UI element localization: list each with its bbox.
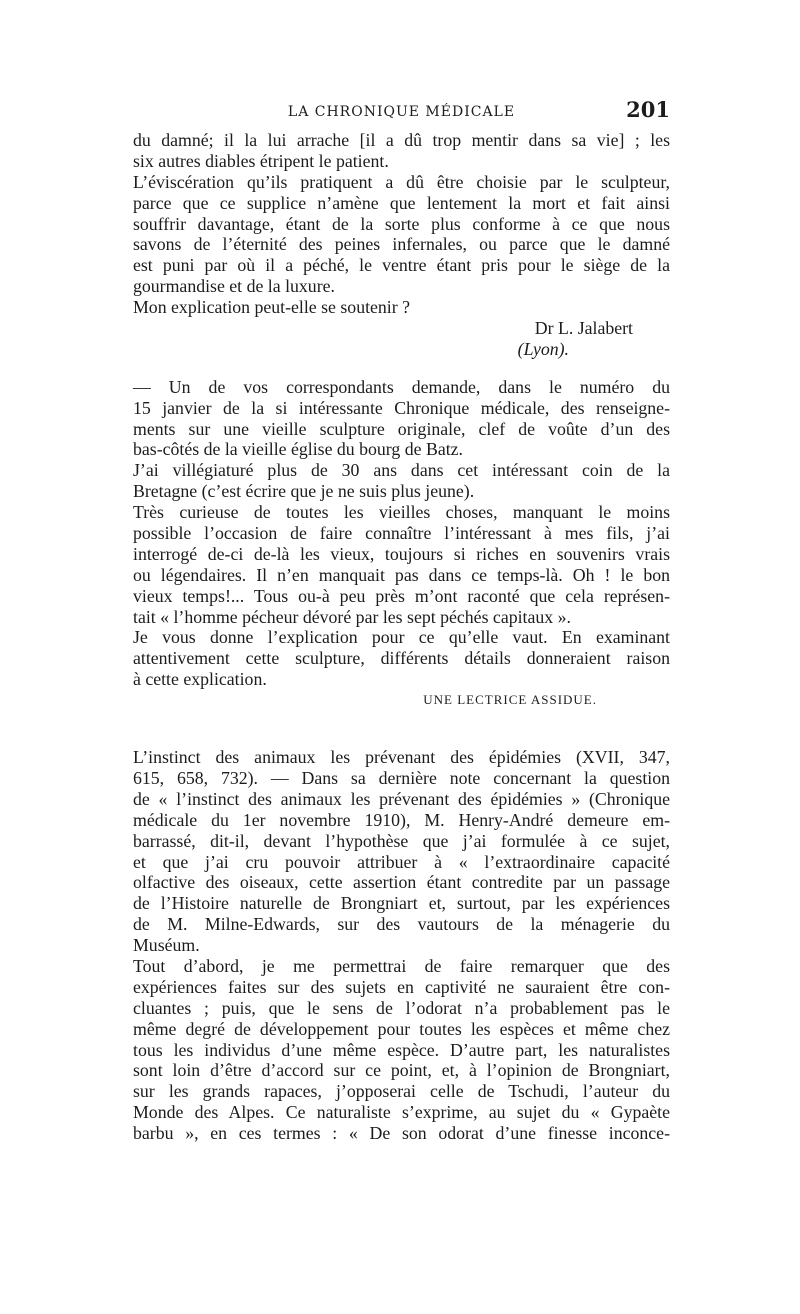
- paragraph-explanation: [133, 627, 670, 690]
- text-line: et que j’ai cru pouvoir attribuer à « l’extraordinaire capacité: [133, 851, 670, 872]
- text-line: expériences faites sur des sujets en captivité ne sauraient être con-: [133, 976, 670, 997]
- text-line: tous les individus d’une même espèce. D’autre part, les naturalistes: [133, 1039, 670, 1060]
- signature-name: Dr L. Jalabert: [534, 318, 633, 339]
- text-line: Tout d’abord, je me permettrai de faire remarquer que des: [133, 955, 670, 976]
- page-body: [133, 130, 670, 1144]
- text-line: olfactive des oiseaux, cette assertion étant contredite par un passage: [133, 872, 670, 893]
- running-title: LA CHRONIQUE MÉDICALE: [287, 104, 516, 120]
- page-header: [133, 97, 670, 130]
- text-line: ments sur une vieille sculpture originale, clef de voûte d’un des: [133, 418, 670, 439]
- signature-place: (Lyon).: [517, 338, 569, 359]
- paragraph-damned: [133, 130, 670, 172]
- paragraph-villegiature: [133, 460, 670, 502]
- signature-lectrice: [133, 690, 670, 711]
- paragraph-evisceration: [133, 172, 670, 297]
- text-line: — Un de vos correspondants demande, dans le numéro du: [133, 376, 670, 397]
- text-line: même degré de développement pour toutes les espèces et même chez: [133, 1018, 670, 1039]
- signature-text: UNE LECTRICE ASSIDUE.: [423, 692, 597, 708]
- signature-jalabert: [133, 318, 670, 360]
- text-line: 15 janvier de la si intéressante Chronique médicale, des renseigne-: [133, 397, 670, 418]
- text-line: ou légendaires. Il n’en manquait pas dans ce temps-là. Oh ! le bon: [133, 564, 670, 585]
- text-line: possible l’occasion de faire connaître l’intéressant à mes fils, j’ai: [133, 523, 670, 544]
- text-line: de « l’instinct des animaux les prévenant des épidémies » (Chronique: [133, 788, 670, 809]
- text-line: Je vous donne l’explication pour ce qu’elle vaut. En examinant: [133, 627, 670, 648]
- page-number: 201: [626, 97, 670, 122]
- text-line: Muséum.: [133, 935, 200, 956]
- paragraph-instinct: [133, 747, 670, 956]
- paragraph-correspondent: [133, 377, 670, 461]
- text-line: Bretagne (c’est écrire que je ne suis plus jeune).: [133, 481, 475, 502]
- text-line: tait « l’homme pécheur dévoré par les sept péchés capitaux ».: [133, 606, 571, 627]
- text-line: sont loin d’être d’accord sur ce point, et, à l’opinion de Brongniart,: [133, 1060, 670, 1081]
- text-line: gourmandise et de la luxure.: [133, 276, 335, 297]
- text-line: à cette explication.: [133, 669, 267, 690]
- paragraph-first: [133, 956, 670, 1144]
- text-line: Monde des Alpes. Ce naturaliste s’exprime, au sujet du « Gypaète: [133, 1102, 670, 1123]
- text-line: du damné; il la lui arrache [il a dû trop mentir dans sa vie] ; les: [133, 130, 670, 150]
- text-line: souffrir davantage, étant de la sorte plus conforme à ce que nous: [133, 213, 670, 234]
- text-line: interrogé de-ci de-là les vieux, toujours si riches en souvenirs vrais: [133, 543, 670, 564]
- text-line: vieux temps!... Tous ou-à peu près m’ont raconté que cela représen-: [133, 585, 670, 606]
- text-line: bas-côtés de la vieille église du bourg de Batz.: [133, 439, 464, 460]
- text-line: J’ai villégiaturé plus de 30 ans dans cet intéressant coin de la: [133, 460, 670, 481]
- text-line: de l’Histoire naturelle de Brongniart et, surtout, par les expériences: [133, 893, 670, 914]
- text-line: barbu », en ces termes : « De son odorat d’une finesse inconce-: [133, 1123, 670, 1144]
- text-line: L’instinct des animaux les prévenant des épidémies (XVII, 347,: [133, 747, 670, 768]
- text-line: est puni par où il a péché, le ventre étant pris pour le siège de la: [133, 255, 670, 276]
- paragraph-curious: [133, 502, 670, 627]
- text-line: six autres diables étripent le patient.: [133, 150, 389, 171]
- text-line: Mon explication peut-elle se soutenir ?: [133, 297, 411, 318]
- text-line: Très curieuse de toutes les vieilles choses, manquant le moins: [133, 502, 670, 523]
- text-line: sur les grands rapaces, j’opposerai celle de Tschudi, l’auteur du: [133, 1081, 670, 1102]
- text-line: parce que ce supplice n’amène que lentement la mort et fait ainsi: [133, 192, 670, 213]
- paragraph-question: [133, 297, 670, 318]
- text-line: 615, 658, 732). — Dans sa dernière note concernant la question: [133, 767, 670, 788]
- text-line: de M. Milne-Edwards, sur des vautours de la ménagerie du: [133, 914, 670, 935]
- text-line: savons de l’éternité des peines infernales, ou parce que le damné: [133, 234, 670, 255]
- spacer: [133, 360, 670, 377]
- text-line: attentivement cette sculpture, différents détails donneraient raison: [133, 648, 670, 669]
- text-line: cluantes ; puis, que le sens de l’odorat n’a probablement pas le: [133, 997, 670, 1018]
- text-line: L’éviscération qu’ils pratiquent a dû être choisie par le sculpteur,: [133, 171, 670, 192]
- spacer: [133, 711, 670, 747]
- text-line: médicale du 1er novembre 1910), M. Henry-André demeure em-: [133, 809, 670, 830]
- text-line: barrassé, dit-il, devant l’hypothèse que j’ai formulée à ce sujet,: [133, 830, 670, 851]
